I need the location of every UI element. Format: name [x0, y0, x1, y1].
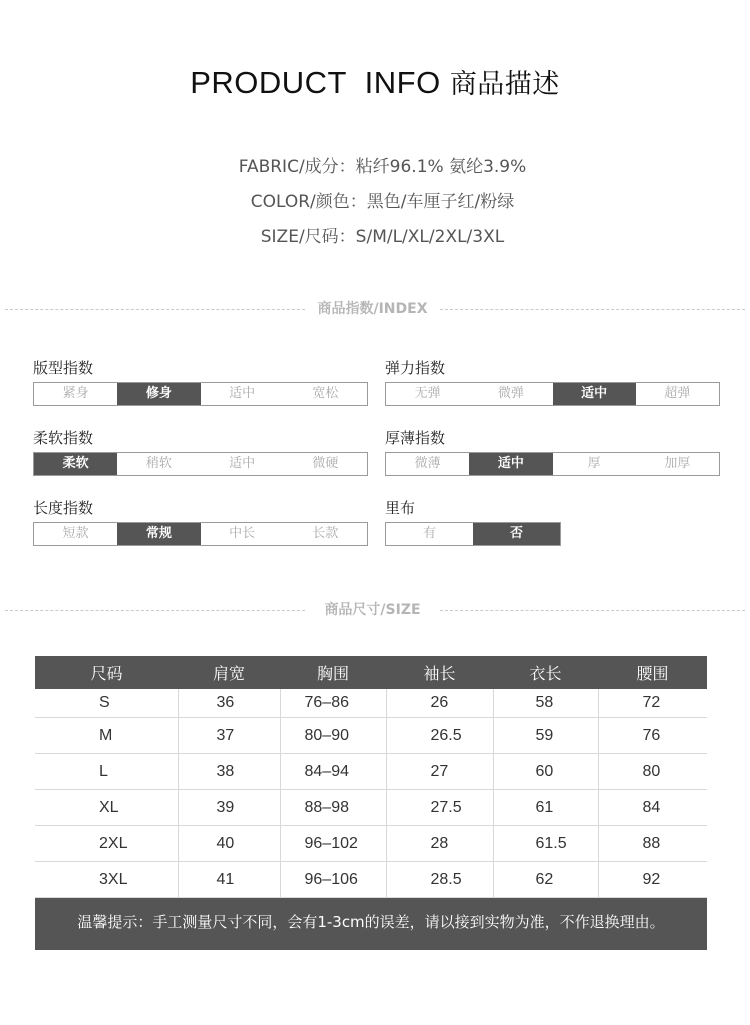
- table-header-cell: 尺码: [35, 656, 178, 689]
- table-body: [35, 689, 707, 898]
- index-scale: [33, 452, 368, 476]
- table-cell: 27.5: [386, 790, 493, 826]
- table-cell: 76: [598, 718, 707, 754]
- index-group-title: 版型指数: [33, 359, 94, 377]
- table-header-cell: 胸围: [280, 656, 386, 689]
- table-cell: 61.5: [493, 826, 598, 862]
- table-cell: 80: [598, 754, 707, 790]
- table-cell: 84–94: [280, 754, 386, 790]
- index-group-title: 长度指数: [33, 499, 94, 517]
- index-option: 微薄: [386, 453, 469, 475]
- index-group-thickness: [385, 428, 720, 476]
- table-header-cell: 肩宽: [178, 656, 280, 689]
- index-option: 厚: [553, 453, 636, 475]
- table-cell: 88: [598, 826, 707, 862]
- index-option: 否: [473, 523, 560, 545]
- table-row: [35, 754, 707, 790]
- table-cell: 80–90: [280, 718, 386, 754]
- table-header-cell: 腰围: [598, 656, 707, 689]
- measurement-tip: 温馨提示：手工测量尺寸不同，会有1-3cm的误差，请以接到实物为准，不作退换理由。: [35, 898, 707, 950]
- table-cell: XL: [35, 790, 178, 826]
- table-cell: 60: [493, 754, 598, 790]
- index-option: 无弹: [386, 383, 469, 405]
- table-row: [35, 862, 707, 898]
- fabric-info: FABRIC/成分：粘纤96.1% 氨纶3.9%: [238, 157, 527, 177]
- table-row: [35, 826, 707, 862]
- table-header-cell: 衣长: [493, 656, 598, 689]
- table-cell: 36: [178, 689, 280, 718]
- table-cell: 59: [493, 718, 598, 754]
- table-cell: L: [35, 754, 178, 790]
- title-zh: 商品描述: [449, 69, 560, 100]
- table-cell: 2XL: [35, 826, 178, 862]
- size-info: SIZE/尺码：S/M/L/XL/2XL/3XL: [260, 227, 505, 247]
- table-cell: 40: [178, 826, 280, 862]
- index-scale: [33, 522, 368, 546]
- table-cell: 37: [178, 718, 280, 754]
- index-group-length: [33, 498, 368, 546]
- index-group-title: 厚薄指数: [385, 429, 446, 447]
- table-cell: 39: [178, 790, 280, 826]
- index-scale: [385, 522, 561, 546]
- table-cell: 92: [598, 862, 707, 898]
- index-group-fit: [33, 358, 368, 406]
- index-option: 超弹: [636, 383, 719, 405]
- index-option: 适中: [469, 453, 552, 475]
- index-option: 柔软: [34, 453, 117, 475]
- table-cell: 96–102: [280, 826, 386, 862]
- index-option: 适中: [201, 453, 284, 475]
- index-divider: [0, 299, 750, 319]
- index-option: 修身: [117, 383, 200, 405]
- table-cell: 72: [598, 689, 707, 718]
- index-group-elasticity: [385, 358, 720, 406]
- table-cell: 84: [598, 790, 707, 826]
- size-divider: [0, 600, 750, 620]
- table-cell: 41: [178, 862, 280, 898]
- color-info: COLOR/颜色：黑色/车厘子红/粉绿: [250, 192, 515, 212]
- size-table: [35, 656, 707, 898]
- table-cell: 96–106: [280, 862, 386, 898]
- index-scale: [385, 452, 720, 476]
- table-cell: 62: [493, 862, 598, 898]
- table-row: [35, 718, 707, 754]
- index-scale: [385, 382, 720, 406]
- index-group-lining: [385, 498, 561, 546]
- page-title: [0, 62, 750, 101]
- table-row: [35, 689, 707, 718]
- table-cell: 3XL: [35, 862, 178, 898]
- table-cell: M: [35, 718, 178, 754]
- index-group-title: 弹力指数: [385, 359, 446, 377]
- table-cell: 28: [386, 826, 493, 862]
- index-option: 短款: [34, 523, 117, 545]
- index-option: 宽松: [284, 383, 367, 405]
- title-en: PRODUCT INFO: [190, 65, 441, 100]
- index-group-title: 柔软指数: [33, 429, 94, 447]
- index-option: 稍软: [117, 453, 200, 475]
- table-cell: 58: [493, 689, 598, 718]
- table-cell: 76–86: [280, 689, 386, 718]
- table-cell: 26.5: [386, 718, 493, 754]
- index-option: 加厚: [636, 453, 719, 475]
- table-cell: 28.5: [386, 862, 493, 898]
- table-cell: S: [35, 689, 178, 718]
- table-row: [35, 790, 707, 826]
- index-option: 适中: [553, 383, 636, 405]
- index-option: 常规: [117, 523, 200, 545]
- index-option: 长款: [284, 523, 367, 545]
- index-group-softness: [33, 428, 368, 476]
- table-header-cell: 袖长: [386, 656, 493, 689]
- table-cell: 26: [386, 689, 493, 718]
- index-group-title: 里布: [385, 499, 416, 517]
- index-option: 紧身: [34, 383, 117, 405]
- index-option: 微弹: [469, 383, 552, 405]
- index-option: 微硬: [284, 453, 367, 475]
- table-header-row: [35, 656, 707, 689]
- index-section-label: 商品指数/INDEX: [317, 301, 428, 317]
- index-option: 有: [386, 523, 473, 545]
- index-option: 适中: [201, 383, 284, 405]
- index-scale: [33, 382, 368, 406]
- table-cell: 61: [493, 790, 598, 826]
- index-option: 中长: [201, 523, 284, 545]
- table-cell: 27: [386, 754, 493, 790]
- size-section-label: 商品尺寸/SIZE: [324, 602, 421, 618]
- table-cell: 88–98: [280, 790, 386, 826]
- table-cell: 38: [178, 754, 280, 790]
